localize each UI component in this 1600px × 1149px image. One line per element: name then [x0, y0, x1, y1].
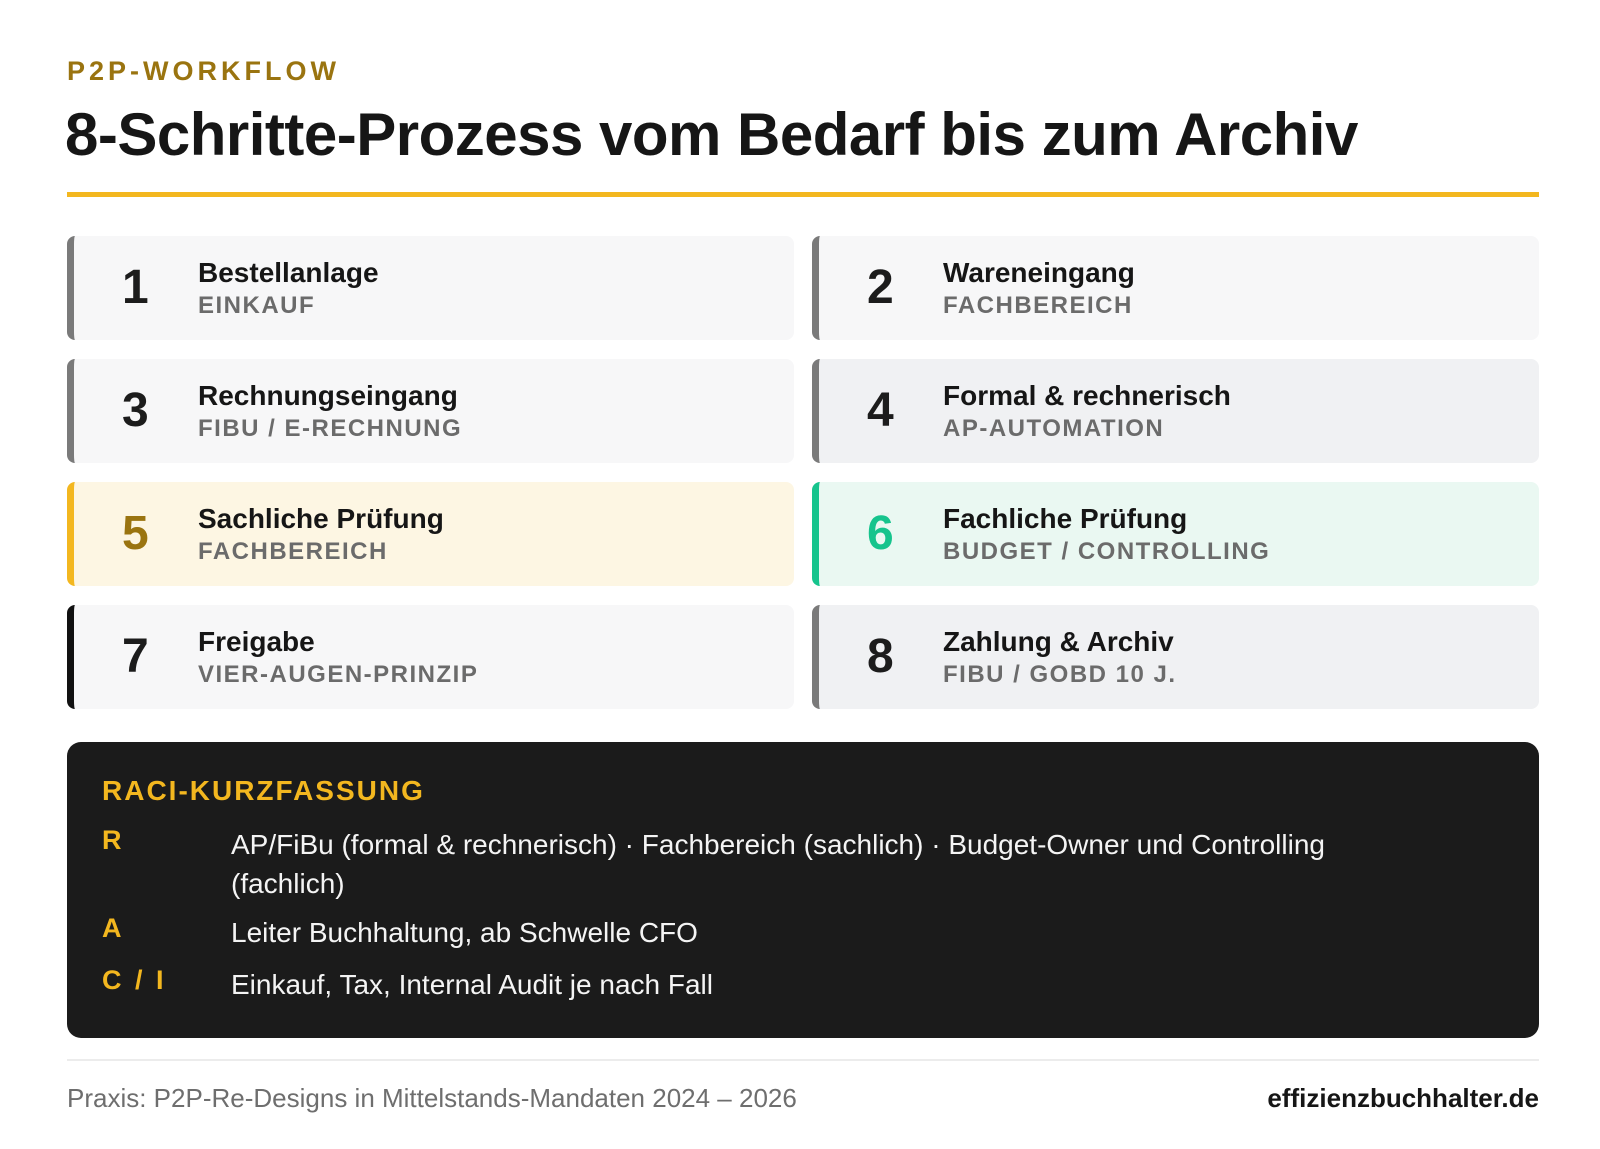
step-role: FACHBEREICH	[943, 292, 1133, 319]
step-card-5	[67, 482, 794, 586]
step-number: 8	[867, 630, 894, 683]
raci-summary-panel	[67, 742, 1539, 1038]
step-card-7	[67, 605, 794, 709]
raci-text: Einkauf, Tax, Internal Audit je nach Fall	[231, 969, 713, 1000]
step-number: 1	[122, 261, 149, 314]
raci-title: RACI-KURZFASSUNG	[102, 775, 425, 806]
footer-site-link[interactable]: effizienzbuchhalter.de	[1267, 1083, 1539, 1113]
process-steps-grid	[67, 236, 1539, 709]
raci-key: R	[102, 825, 125, 855]
step-title: Wareneingang	[943, 257, 1135, 288]
step-title: Freigabe	[198, 626, 315, 657]
step-card-8	[812, 605, 1539, 709]
step-card-3	[67, 359, 794, 463]
footer-source: Praxis: P2P-Re-Designs in Mittelstands-Mandaten 2024 – 2026	[67, 1083, 797, 1113]
eyebrow-label: P2P-WORKFLOW	[67, 56, 340, 86]
step-card-2	[812, 236, 1539, 340]
step-title: Rechnungseingang	[198, 380, 458, 411]
raci-text: AP/FiBu (formal & rechnerisch) · Fachbereich (sachlich) · Budget-Owner und Controlling (fachlich)	[231, 829, 1325, 899]
step-title: Bestellanlage	[198, 257, 379, 288]
step-number: 3	[122, 384, 149, 437]
step-role: FACHBEREICH	[198, 538, 388, 565]
step-title: Formal & rechnerisch	[943, 380, 1231, 411]
raci-text: Leiter Buchhaltung, ab Schwelle CFO	[231, 917, 698, 948]
step-card-6	[812, 482, 1539, 586]
step-role: EINKAUF	[198, 292, 316, 319]
step-number: 7	[122, 630, 149, 683]
raci-key: A	[102, 913, 125, 943]
step-number: 4	[867, 384, 894, 437]
raci-key: C / I	[102, 965, 167, 995]
step-role: FIBU / E-RECHNUNG	[198, 415, 463, 442]
step-role: FIBU / GOBD 10 J.	[943, 661, 1177, 688]
title-divider	[67, 192, 1539, 197]
step-role: AP-AUTOMATION	[943, 415, 1165, 442]
step-number: 5	[122, 507, 149, 560]
step-number: 6	[867, 507, 894, 560]
step-title: Fachliche Prüfung	[943, 503, 1188, 534]
step-number: 2	[867, 261, 894, 314]
step-title: Sachliche Prüfung	[198, 503, 444, 534]
step-card-1	[67, 236, 794, 340]
step-title: Zahlung & Archiv	[943, 626, 1174, 657]
footer-divider	[67, 1059, 1539, 1061]
step-role: VIER-AUGEN-PRINZIP	[198, 661, 479, 688]
step-role: BUDGET / CONTROLLING	[943, 538, 1271, 565]
page-title: 8-Schritte-Prozess vom Bedarf bis zum Archiv	[65, 101, 1358, 168]
step-card-4	[812, 359, 1539, 463]
